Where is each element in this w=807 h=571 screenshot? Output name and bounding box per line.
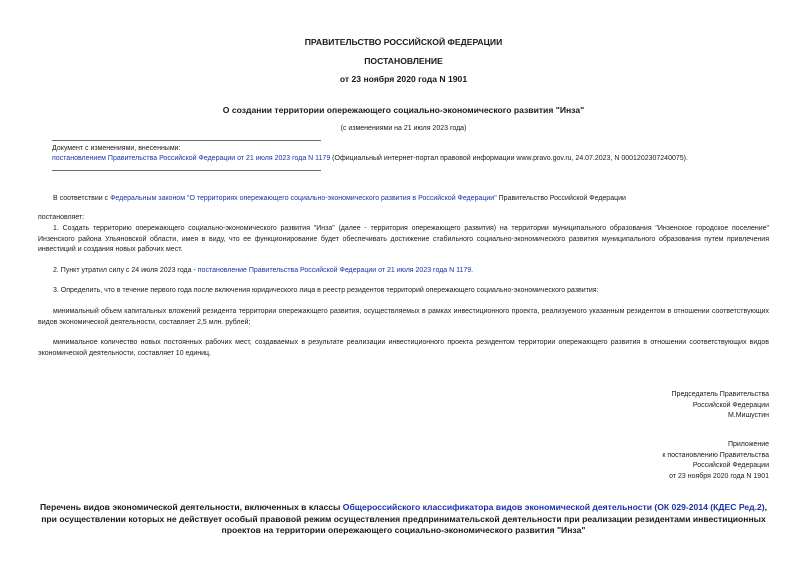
paragraph-5: минимальное количество новых постоянных рабочих мест, создаваемых в результате реализации инвестиционного проекта резидентом территории опережающего развития в отношении соответствующих видов экономической деятельности, составляет 10 единиц. (38, 339, 769, 357)
amended-note: (с изменениями на 21 июля 2023 года) (340, 125, 467, 132)
paragraph-2 (38, 266, 769, 277)
p2-pre: 2. Пункт утратил силу с 24 июля 2023 года - (53, 267, 198, 274)
divider-top (52, 140, 321, 141)
classifier-link[interactable]: Общероссийского классификатора видов экономической деятельности (ОК 029-2014 (КДЕС Ред.2) (342, 502, 765, 512)
intro-pre: В соответствии с (53, 195, 111, 202)
signature-block (672, 390, 769, 422)
paragraph-4: минимальный объем капитальных вложений резидента территории опережающего развития, осуществляемых в рамках инвестиционного проекта, реализуемого указанным резидентом в отношении соответствующих видов экономической деятельности, составляет 2,5 млн. рублей; (38, 308, 769, 326)
changes-label: Документ с изменениями, внесенными: (52, 145, 181, 152)
document-type: ПОСТАНОВЛЕНИЕ (364, 56, 443, 66)
p2-link[interactable]: постановление Правительства Российской Федерации от 21 июля 2023 года N 1179 (197, 267, 472, 274)
decides-line: постановляет: (38, 214, 85, 221)
intro-post: Правительство Российской Федерации (496, 195, 626, 202)
appendix-line-4: от 23 ноября 2020 года N 1901 (669, 472, 769, 480)
appendix-line-3: Российской Федерации (692, 462, 769, 470)
amendment-link[interactable]: постановлением Правительства Российской Федерации от 21 июля 2023 года N 1179 (52, 155, 331, 162)
changes-line (52, 154, 688, 165)
signature-line-2: Российской Федерации (692, 401, 769, 409)
paragraph-1: 1. Создать территорию опережающего социально-экономического развития "Инза" (далее - территория опережающего развития) на территории муниципального образования "Инзенское городское поселение" Инзенского района Ульяновской области, имея в виду, что ее функционирование будет обеспечивать достижение стабильного социально-экономического развития муниципального образования путем привлечения инвестиций и создания новых рабочих мест. (38, 225, 769, 254)
appendix-block (662, 440, 769, 482)
intro-paragraph (38, 194, 769, 205)
signature-line-1: Председатель Правительства (671, 391, 769, 398)
p2-post: . (471, 267, 474, 274)
document-title: О создании территории опережающего социально-экономического развития "Инза" (222, 105, 585, 115)
date-number: от 23 ноября 2020 года N 1901 (339, 74, 468, 84)
changes-rest: (Официальный интернет-портал правовой информации www.pravo.gov.ru, 24.07.2023, N 0001202307240075). (330, 155, 688, 162)
paragraph-3: 3. Определить, что в течение первого года после включения юридического лица в реестр резидентов территорий опережающего социально-экономического развития: (53, 287, 599, 294)
divider-bottom (52, 170, 321, 171)
federal-law-link[interactable]: Федеральным законом "О территориях опережающего социально-экономического развития в Российской Федерации" (110, 195, 497, 202)
list-title (38, 502, 769, 537)
list-title-pre: Перечень видов экономической деятельности, включенных в классы (39, 502, 343, 512)
list-title-post: , при осуществлении которых не действует особый правовой режим осуществления предпринимательской деятельности при реализации резидентами инвестиционных проектов на территории опережающего социально-экономического развития "Инза" (41, 502, 767, 535)
appendix-line-1: Приложение (727, 441, 769, 448)
signature-line-3: М.Мишустин (727, 412, 769, 420)
appendix-line-2: к постановлению Правительства (662, 451, 769, 459)
government-heading: ПРАВИТЕЛЬСТВО РОССИЙСКОЙ ФЕДЕРАЦИИ (304, 37, 503, 47)
